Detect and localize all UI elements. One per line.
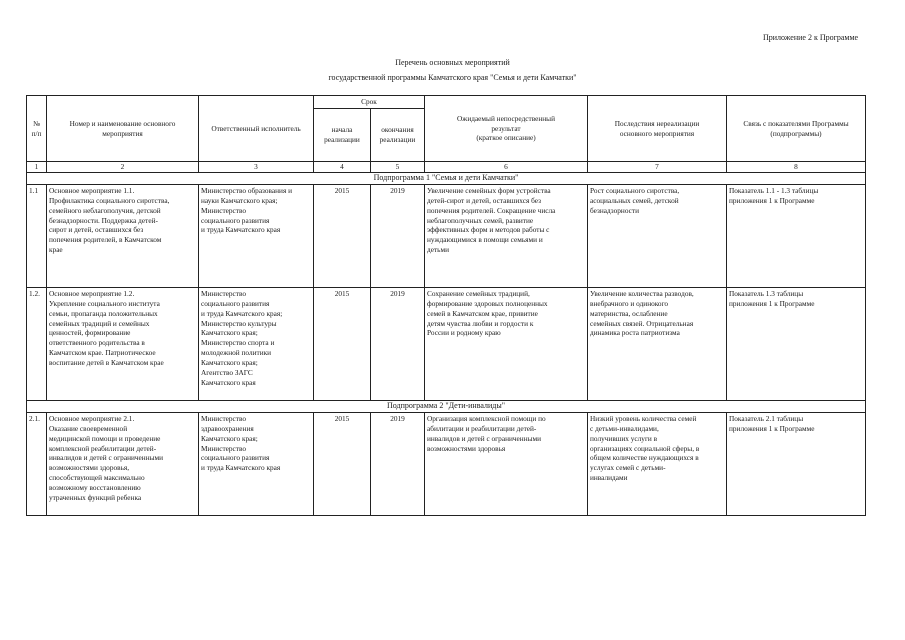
table-row [27, 413, 866, 516]
column-number: 2 [47, 162, 199, 173]
executor: Министерство социального развития и труда Камчатского края; Министерство культуры Камчатского края; Министерство спорта и молодежной политики Камчатского края; Агентство ЗАГС Камчатского края [199, 288, 314, 401]
row-num: 1.2. [27, 288, 47, 401]
column-number: 6 [425, 162, 588, 173]
subprogram-2-heading: Подпрограмма 2 "Дети-инвалиды" [27, 401, 866, 413]
indicator-link: Показатель 2.1 таблицы приложения 1 к Программе [727, 413, 866, 516]
expected-result: Увеличение семейных форм устройства детей-сирот и детей, оставшихся без попечения родителей. Сокращение числа неблагополучных семей, развитие эффективных форм и методов работы с нуждающимися в помощи семьями и детьми [425, 185, 588, 288]
activity-name: Основное мероприятие 2.1. Оказание своевременной медицинской помощи и проведение комплексной реабилитации детей- инвалидов и детей с ограниченными возможностями здоровья, способствующей максимально возможному восстановлению утраченных функций ребенка [47, 413, 199, 516]
expected-result: Организация комплексной помощи по абилитации и реабилитации детей- инвалидов и детей с ограниченными возможностями здоровья [425, 413, 588, 516]
column-number: 4 [314, 162, 371, 173]
header-start: начала реализации [314, 109, 371, 162]
start-year: 2015 [314, 185, 371, 288]
header-link: Связь с показателями Программы (подпрограммы) [727, 96, 866, 162]
consequences: Увеличение количества разводов, внебрачного и одинокого материнства, ослабление семейных связей. Отрицательная динамика роста патриотизма [588, 288, 727, 401]
header-executor: Ответственный исполнитель [199, 96, 314, 162]
executor: Министерство здравоохранения Камчатского края; Министерство социального развития и труда Камчатского края [199, 413, 314, 516]
end-year: 2019 [371, 413, 425, 516]
consequences: Рост социального сиротства, асоциальных семей, детской безнадзорности [588, 185, 727, 288]
subprogram-1-heading: Подпрограмма 1 "Семья и дети Камчатки" [27, 173, 866, 185]
table-row [27, 185, 866, 288]
indicator-link: Показатель 1.1 - 1.3 таблицы приложения 1 к Программе [727, 185, 866, 288]
column-number: 3 [199, 162, 314, 173]
row-num: 2.1. [27, 413, 47, 516]
indicator-link: Показатель 1.3 таблицы приложения 1 к Программе [727, 288, 866, 401]
end-year: 2019 [371, 185, 425, 288]
activity-name: Основное мероприятие 1.2. Укрепление социального института семьи, пропаганда положительных семейных традиций и семейных ценностей, формирование ответственного родительства в Камчатском крае. Патриотическое воспитание детей в Камчатском крае [47, 288, 199, 401]
executor: Министерство образования и науки Камчатского края; Министерство социального развития и труда Камчатского края [199, 185, 314, 288]
document-title [0, 55, 905, 85]
start-year: 2015 [314, 413, 371, 516]
header-consequences: Последствия нереализации основного мероприятия [588, 96, 727, 162]
column-number: 5 [371, 162, 425, 173]
expected-result: Сохранение семейных традиций, формирование здоровых полноценных семей в Камчатском крае, привитие детям чувства любви и гордости к России и родному краю [425, 288, 588, 401]
table-row [27, 288, 866, 401]
consequences: Низкий уровень количества семей с детьми-инвалидами, получивших услуги в организациях социальной сферы, в общем количестве нуждающихся в услугах семей с детьми- инвалидами [588, 413, 727, 516]
end-year: 2019 [371, 288, 425, 401]
header-term: Срок [314, 96, 425, 109]
start-year: 2015 [314, 288, 371, 401]
appendix-note: Приложение 2 к Программе [763, 33, 859, 42]
column-numbers-row [27, 162, 866, 173]
column-number: 7 [588, 162, 727, 173]
column-number: 8 [727, 162, 866, 173]
activities-table [26, 95, 866, 516]
header-result: Ожидаемый непосредственный результат (краткое описание) [425, 96, 588, 162]
column-number: 1 [27, 162, 47, 173]
title-line-1: Перечень основных мероприятий [395, 58, 510, 67]
header-num: № п/п [27, 96, 47, 162]
activity-name: Основное мероприятие 1.1. Профилактика социального сиротства, семейного неблагополучия, детской безнадзорности. Поддержка детей- сирот и детей, оставшихся без попечения родителей, в Камчатском крае [47, 185, 199, 288]
header-end: окончания реализации [371, 109, 425, 162]
header-name: Номер и наименование основного мероприятия [47, 96, 199, 162]
title-line-2: государственной программы Камчатского края "Семья и дети Камчатки" [328, 73, 577, 82]
row-num: 1.1 [27, 185, 47, 288]
